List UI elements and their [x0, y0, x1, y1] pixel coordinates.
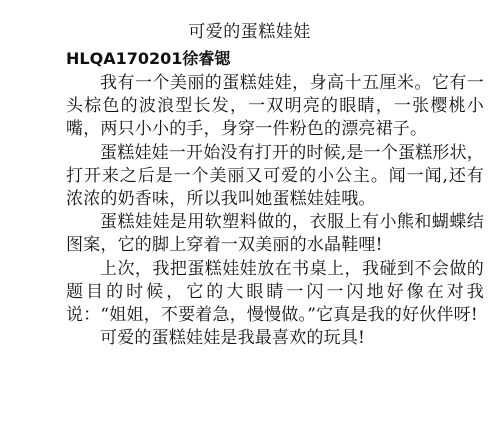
document-body [66, 72, 484, 350]
paragraph: 蛋糕娃娃是用软塑料做的，衣服上有小熊和蝴蝶结图案，它的脚上穿着一双美丽的水晶鞋哩! [66, 212, 484, 256]
author-line: HLQA170201徐睿锶 [66, 49, 231, 68]
paragraph: 我有一个美丽的蛋糕娃娃，身高十五厘米。它有一头棕色的波浪型长发，一双明亮的眼睛，一张樱桃小嘴，两只小小的手，身穿一件粉色的漂亮裙子。 [66, 73, 484, 140]
document-title: 可爱的蛋糕娃娃 [188, 22, 311, 42]
paragraph: 蛋糕娃娃一开始没有打开的时候,是一个蛋糕形状，打开来之后是一个美丽又可爱的小公主。闻一闻,还有浓浓的奶香味，所以我叫她蛋糕娃娃哦。 [66, 142, 485, 210]
paragraph: 可爱的蛋糕娃娃是我最喜欢的玩具! [100, 328, 366, 349]
paragraph: 上次，我把蛋糕娃娃放在书桌上，我碰到不会做的题目的时候，它的大眼睛一闪一闪地好像在对我说：“姐姐，不要着急，慢慢做。”它真是我的好伙伴呀! [66, 258, 484, 326]
